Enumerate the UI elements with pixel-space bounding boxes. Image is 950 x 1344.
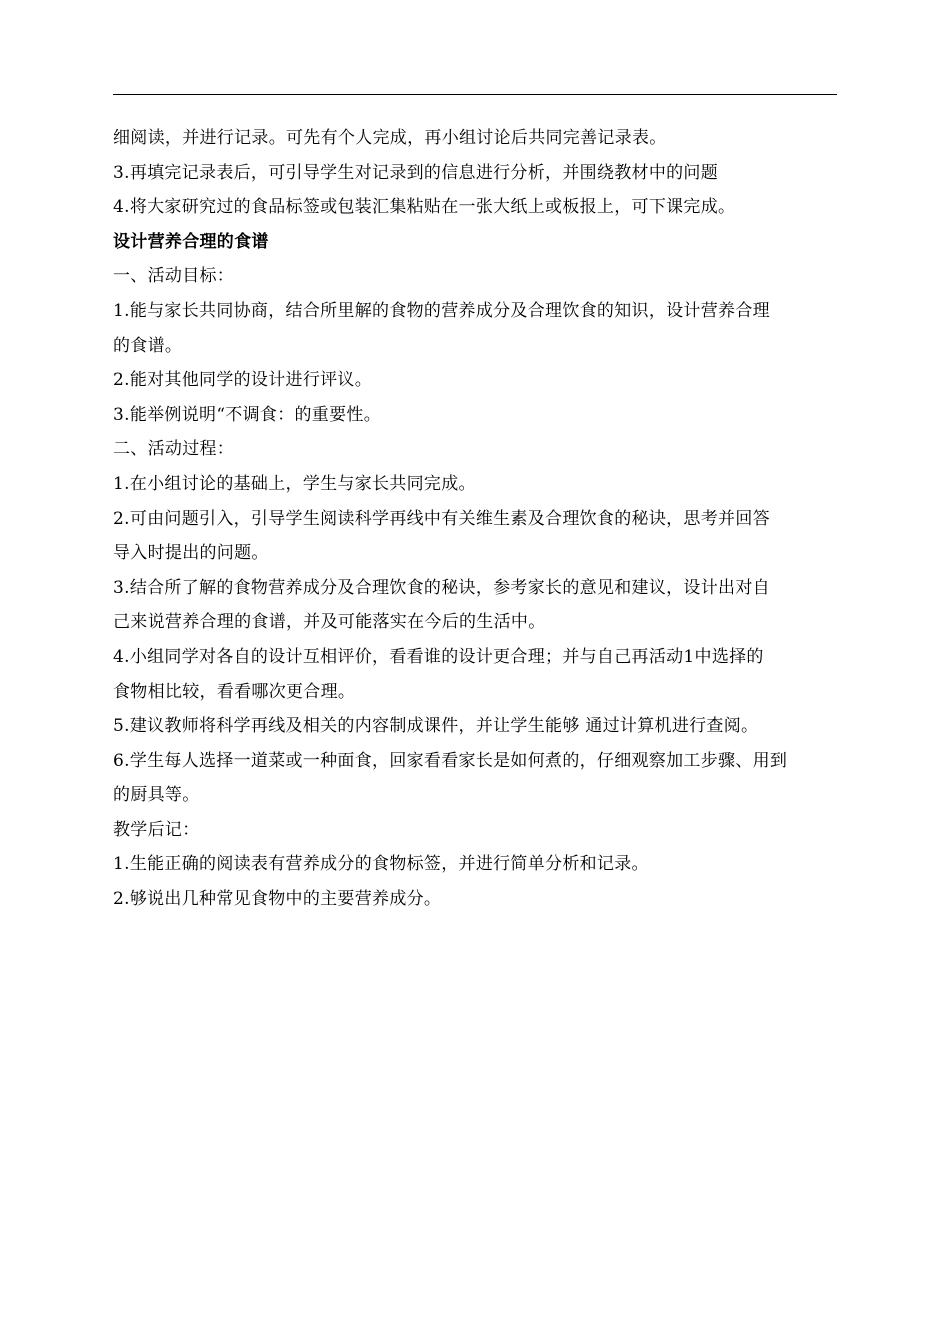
text-line: 6.学生每人选择一道菜或一种面食，回家看看家长是如何煮的，仔细观察加工步骤、用到 (113, 750, 788, 771)
text-line: 3.能举例说明“不调食：的重要性。 (113, 404, 382, 425)
document-body (113, 121, 839, 917)
text-line: 4.将大家研究过的食品标签或包装汇集粘贴在一张大纸上或板报上，可下课完成。 (113, 197, 736, 218)
text-line: 1.在小组讨论的基础上，学生与家长共同完成。 (113, 473, 476, 494)
text-line: 4.小组同学对各自的设计互相评价，看看谁的设计更合理；并与自己再活动1中选择的 (113, 646, 764, 667)
text-line: 3.再填完记录表后，可引导学生对记录到的信息进行分析，并围绕教材中的问题 (113, 162, 719, 183)
text-line: 3.结合所了解的食物营养成分及合理饮食的秘诀，参考家长的意见和建议，设计出对自 (113, 577, 770, 598)
text-line: 的食谱。 (113, 335, 183, 356)
text-line: 一、活动目标： (113, 266, 235, 287)
text-line: 2.能对其他同学的设计进行评议。 (113, 370, 373, 391)
text-line: 1.生能正确的阅读表有营养成分的食物标签，并进行简单分析和记录。 (113, 854, 649, 875)
text-line: 2.可由问题引入，引导学生阅读科学再线中有关维生素及合理饮食的秘诀，思考并回答 (113, 508, 770, 529)
text-line: 食物相比较，看看哪次更合理。 (113, 681, 356, 702)
text-line: 5.建议教师将科学再线及相关的内容制成课件，并让学生能够 通过计算机进行查阅。 (113, 716, 759, 737)
text-line: 细阅读，并进行记录。可先有个人完成，再小组讨论后共同完善记录表。 (113, 128, 667, 148)
text-line: 教学后记： (113, 819, 200, 840)
text-line: 的厨具等。 (113, 785, 200, 806)
text-line: 二、活动过程： (113, 439, 235, 460)
text-line: 2.够说出几种常见食物中的主要营养成分。 (113, 889, 442, 910)
text-line: 导入时提出的问题。 (113, 543, 269, 564)
text-line: 己来说营养合理的食谱，并及可能落实在今后的生活中。 (113, 612, 546, 633)
header-rule (113, 94, 837, 95)
text-line: 1.能与家长共同协商，结合所里解的食物的营养成分及合理饮食的知识，设计营养合理 (113, 300, 770, 321)
section-heading: 设计营养合理的食谱 (113, 231, 269, 252)
